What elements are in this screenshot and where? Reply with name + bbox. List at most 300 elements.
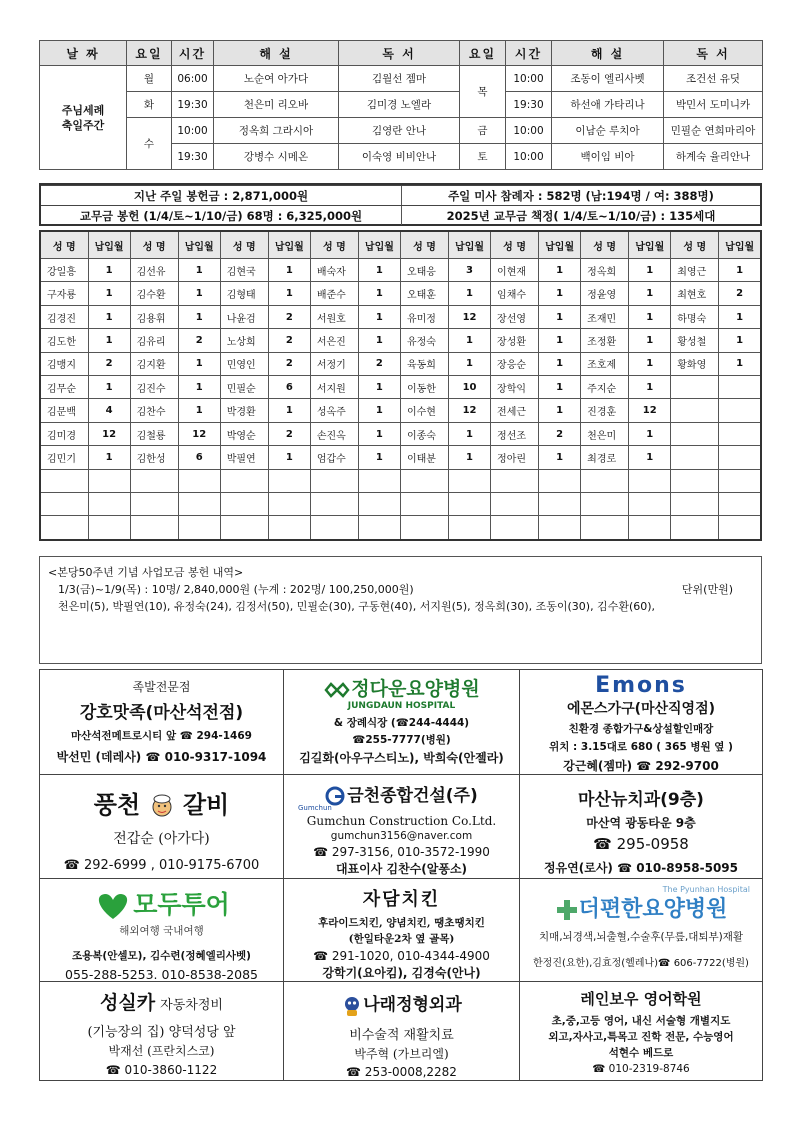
ad-title: 레인보우 영어학원 — [580, 990, 702, 1008]
payer-name: 조호제 — [581, 352, 629, 375]
offering-stats-box — [39, 183, 762, 226]
payer-name: 임채수 — [491, 282, 539, 305]
paid-month: 1 — [449, 282, 491, 305]
ad-masan-new-dental — [519, 774, 762, 878]
paid-month: 1 — [88, 305, 130, 328]
ad-title-text: 모두투어 — [133, 890, 230, 919]
payer-name: 박경환 — [220, 399, 268, 422]
payer-name — [400, 493, 448, 516]
ad-email: gumchun3156@naver.com — [330, 830, 473, 842]
payer-name: 유정숙 — [400, 329, 448, 352]
paid-month — [719, 469, 761, 492]
day-cell: 토 — [460, 144, 506, 170]
payer-name: 유미정 — [400, 305, 448, 328]
payer-name: 손진옥 — [310, 422, 358, 445]
paid-month: 1 — [719, 329, 761, 352]
paid-month: 12 — [449, 399, 491, 422]
paid-month — [539, 493, 581, 516]
payer-name — [40, 493, 88, 516]
reading-cell: 민필순 연희마리아 — [664, 118, 763, 144]
paid-month: 1 — [629, 305, 671, 328]
ad-title-text: 더편한요양병원 — [578, 897, 728, 922]
paid-month: 1 — [449, 329, 491, 352]
payer-name: 최영근 — [671, 259, 719, 282]
payer-name: 서정기 — [310, 352, 358, 375]
paid-month: 1 — [178, 352, 220, 375]
payer-name: 정선조 — [491, 422, 539, 445]
ad-phone: ☎ 253-0008,2282 — [346, 1064, 457, 1079]
paid-month — [178, 516, 220, 540]
commentary-cell: 하선애 가타리나 — [552, 92, 664, 118]
paid-month — [88, 493, 130, 516]
payer-name: 조정환 — [581, 329, 629, 352]
payer-name: 조재민 — [581, 305, 629, 328]
payer-name: 오태응 — [400, 259, 448, 282]
ad-title — [40, 988, 283, 1015]
header-day: 요일 — [460, 41, 506, 66]
payer-name — [671, 469, 719, 492]
payer-name: 장성환 — [491, 329, 539, 352]
paid-month: 2 — [268, 329, 310, 352]
ad-menu: 후라이드치킨, 양념치킨, 땡초땡치킨 — [318, 917, 485, 929]
ad-title-text: 정다운요양병원 — [351, 678, 480, 700]
reading-cell: 이숙영 비비안나 — [339, 144, 460, 170]
paid-month — [268, 493, 310, 516]
ad-funeral: & 장례식장 (☎244-4444) — [333, 717, 470, 729]
school-offering: 교무금 봉헌 (1/4/토~1/10/금) 68명 : 6,325,000원 — [41, 206, 402, 225]
paid-month — [88, 469, 130, 492]
ad-contact: 조용복(안셀모), 김수련(정혜엘리사벳) — [72, 950, 251, 962]
payer-name: 김도한 — [40, 329, 88, 352]
header-month: 납입월 — [629, 231, 671, 259]
header-month: 납입월 — [358, 231, 400, 259]
payer-name: 황성철 — [671, 329, 719, 352]
ad-contact: 강근혜(젬마) ☎ 292-9700 — [563, 759, 719, 773]
paid-month: 1 — [719, 305, 761, 328]
ad-desc: 외고,자사고,특목고 진학 전문, 수능영어 — [548, 1031, 734, 1043]
payer-name: 이수현 — [400, 399, 448, 422]
header-month: 납입월 — [268, 231, 310, 259]
paid-month — [719, 376, 761, 399]
ad-title: 강호맛족(마산석전점) — [79, 703, 244, 723]
paid-month: 1 — [178, 376, 220, 399]
payer-name: 장선영 — [491, 305, 539, 328]
ad-address: (기능장의 집) 양덕성당 앞 — [87, 1025, 236, 1040]
paid-month: 2 — [178, 329, 220, 352]
paid-month: 1 — [268, 282, 310, 305]
paid-month — [719, 422, 761, 445]
paid-month: 1 — [539, 259, 581, 282]
paid-month: 1 — [358, 399, 400, 422]
ad-owner: 박주혁 (가브리엘) — [354, 1046, 449, 1061]
payment-row — [40, 282, 761, 305]
paid-month: 1 — [88, 446, 130, 469]
ad-subtitle: 해외여행 국내여행 — [119, 925, 204, 937]
day-cell: 화 — [127, 92, 172, 118]
payer-name — [400, 469, 448, 492]
fund-donors: 천은미(5), 박필연(10), 유정숙(24), 김정서(50), 민필순(30), 구동현(40), 서지원(5), 정옥희(30), 조동이(30), 김수환(60), — [58, 600, 656, 613]
paid-month — [629, 469, 671, 492]
hospital-logo-icon — [323, 680, 351, 700]
paid-month: 3 — [449, 259, 491, 282]
header-time: 시간 — [506, 41, 552, 66]
payer-name — [400, 516, 448, 540]
payer-name — [220, 516, 268, 540]
week-label — [40, 66, 127, 170]
reading-cell: 조건선 유딧 — [664, 66, 763, 92]
ad-title — [40, 885, 283, 921]
stats-row — [41, 205, 760, 225]
payer-name — [671, 446, 719, 469]
paid-month — [358, 493, 400, 516]
payer-name: 이종숙 — [400, 422, 448, 445]
payer-name: 서은진 — [310, 329, 358, 352]
time-cell: 19:30 — [506, 92, 552, 118]
header-name: 성 명 — [310, 231, 358, 259]
paid-month: 1 — [539, 329, 581, 352]
payer-name: 황화영 — [671, 352, 719, 375]
reading-cell: 김미경 노엘라 — [339, 92, 460, 118]
reading-cell: 김영란 안나 — [339, 118, 460, 144]
paid-month — [629, 493, 671, 516]
payer-name: 김선유 — [130, 259, 178, 282]
payment-row — [40, 422, 761, 445]
payer-name: 정아린 — [491, 446, 539, 469]
payer-name — [40, 516, 88, 540]
payer-name: 박필연 — [220, 446, 268, 469]
commentary-cell: 이남순 루치아 — [552, 118, 664, 144]
payer-name: 최경로 — [581, 446, 629, 469]
paid-month: 1 — [629, 352, 671, 375]
ad-address: 위치 : 3.15대로 680 ( 365 병원 옆 ) — [549, 741, 733, 753]
ad-title: 마산뉴치과(9층) — [578, 790, 704, 810]
payer-name: 김문백 — [40, 399, 88, 422]
paid-month: 1 — [449, 352, 491, 375]
payer-name: 민필순 — [220, 376, 268, 399]
payment-row — [40, 446, 761, 469]
payer-name — [40, 469, 88, 492]
commentary-cell: 정옥희 그라시아 — [214, 118, 339, 144]
schedule-header-row — [40, 41, 763, 66]
paid-month: 1 — [88, 376, 130, 399]
paid-month — [719, 446, 761, 469]
paid-month: 12 — [178, 422, 220, 445]
paid-month: 1 — [268, 259, 310, 282]
sunday-offering: 지난 주일 봉헌금 : 2,871,000원 — [41, 186, 402, 205]
time-cell: 10:00 — [506, 66, 552, 92]
header-month: 납입월 — [719, 231, 761, 259]
paid-month: 1 — [178, 305, 220, 328]
payer-name: 이현재 — [491, 259, 539, 282]
ad-category: 자동차정비 — [160, 998, 223, 1013]
header-month: 납입월 — [88, 231, 130, 259]
paid-month: 1 — [539, 399, 581, 422]
fund-title: <본당50주년 기념 사업모금 봉헌 내역> — [48, 566, 244, 579]
ad-phone: ☎ 291-1020, 010-4344-4900 — [313, 949, 490, 963]
paid-month — [178, 469, 220, 492]
ad-contact: 강학기(요아킴), 김경숙(안나) — [322, 966, 481, 980]
header-name: 성 명 — [220, 231, 268, 259]
paid-month: 1 — [719, 259, 761, 282]
ad-title-text: 금천종합건설(주) — [347, 786, 478, 806]
paid-month: 1 — [178, 399, 220, 422]
paid-month: 1 — [358, 376, 400, 399]
payer-name — [220, 469, 268, 492]
payment-row — [40, 352, 761, 375]
ad-category: 족발전문점 — [132, 680, 191, 694]
payer-name: 나윤검 — [220, 305, 268, 328]
ad-gumchun-construction — [283, 774, 519, 878]
cross-logo-icon — [555, 898, 579, 922]
payer-name — [671, 493, 719, 516]
payer-name — [130, 469, 178, 492]
paid-month — [719, 516, 761, 540]
payer-name — [491, 493, 539, 516]
paid-month: 1 — [358, 446, 400, 469]
paid-month — [268, 469, 310, 492]
reading-cell: 김월선 젬마 — [339, 66, 460, 92]
paid-month: 2 — [719, 282, 761, 305]
payer-name: 성옥주 — [310, 399, 358, 422]
reading-cell: 하계숙 율리안나 — [664, 144, 763, 170]
ad-contact: 한정진(요한),김효정(헬레나)☎ 606-7722(병원) — [533, 958, 749, 969]
fund-unit: 단위(만원) — [681, 583, 733, 596]
ad-phone: ☎ 297-3156, 010-3572-1990 — [313, 845, 490, 859]
paid-month: 12 — [88, 422, 130, 445]
ad-seongsil-car — [40, 981, 283, 1080]
payer-name: 김경진 — [40, 305, 88, 328]
ad-phone: ☎ 295-0958 — [593, 835, 689, 853]
day-cell: 월 — [127, 66, 172, 92]
payer-name: 천은미 — [581, 422, 629, 445]
paid-month: 1 — [268, 399, 310, 422]
ad-title: 자담치킨 — [362, 889, 441, 910]
paid-month: 12 — [449, 305, 491, 328]
payment-row — [40, 516, 761, 540]
header-name: 성 명 — [491, 231, 539, 259]
schedule-row — [40, 66, 763, 92]
payment-row — [40, 259, 761, 282]
payment-row — [40, 329, 761, 352]
ad-title — [284, 674, 519, 701]
ad-desc: 치매,뇌경색,뇌출혈,수술후(무릎,대퇴부)재활 — [538, 931, 744, 943]
paid-month: 10 — [449, 376, 491, 399]
ad-pungcheon-galbi — [40, 774, 283, 878]
ads-grid — [39, 669, 763, 1081]
paid-month: 1 — [178, 259, 220, 282]
ad-address: (한일타운2차 옆 골목) — [348, 933, 455, 945]
header-date: 날 짜 — [40, 41, 127, 66]
time-cell: 06:00 — [172, 66, 214, 92]
paid-month: 1 — [539, 305, 581, 328]
heart-logo-icon — [93, 891, 133, 921]
payer-name: 노상희 — [220, 329, 268, 352]
payer-name: 정윤영 — [581, 282, 629, 305]
header-name: 성 명 — [671, 231, 719, 259]
ad-title-part: 풍천 — [93, 790, 141, 819]
time-cell: 19:30 — [172, 144, 214, 170]
paid-month — [449, 516, 491, 540]
ad-contact: 대표이사 김찬수(알퐁소) — [335, 862, 468, 876]
paid-month: 1 — [629, 422, 671, 445]
header-time: 시간 — [172, 41, 214, 66]
time-cell: 19:30 — [172, 92, 214, 118]
ad-address: 마산석전메트로시티 앞 ☎ 294-1469 — [71, 730, 252, 742]
header-reading: 독 서 — [664, 41, 763, 66]
mascot-icon — [341, 994, 363, 1018]
ad-owner: 석현수 베드로 — [608, 1047, 674, 1059]
ad-phone: 055-288-5253. 010-8538-2085 — [65, 967, 258, 981]
payer-name: 박영순 — [220, 422, 268, 445]
payer-name: 서지원 — [310, 376, 358, 399]
paid-month: 2 — [539, 422, 581, 445]
paid-month — [88, 516, 130, 540]
ad-title: 에몬스가구(마산직영점) — [566, 701, 716, 717]
ad-title — [284, 990, 519, 1018]
chef-icon — [149, 794, 175, 818]
payment-row — [40, 399, 761, 422]
payer-name: 진경훈 — [581, 399, 629, 422]
ad-phone: ☎ 010-2319-8746 — [592, 1063, 690, 1075]
paid-month: 1 — [629, 376, 671, 399]
school-commitment: 2025년 교무금 책정( 1/4/토~1/10/금) : 135세대 — [446, 208, 716, 223]
paid-month: 1 — [629, 329, 671, 352]
paid-month: 2 — [358, 352, 400, 375]
time-cell: 10:00 — [506, 118, 552, 144]
ad-emons-furniture — [519, 670, 762, 774]
header-month: 납입월 — [449, 231, 491, 259]
paid-month: 1 — [358, 422, 400, 445]
payer-name: 김한성 — [130, 446, 178, 469]
day-cell: 금 — [460, 118, 506, 144]
payment-row — [40, 469, 761, 492]
week-label-line: 주님세례 — [61, 103, 105, 117]
ad-narae-orthopedics — [283, 981, 519, 1080]
paid-month: 2 — [268, 422, 310, 445]
payer-name: 육동희 — [400, 352, 448, 375]
paid-month: 1 — [449, 422, 491, 445]
stats-row — [41, 185, 760, 206]
payer-name: 김미경 — [40, 422, 88, 445]
commentary-cell: 강병수 시메온 — [214, 144, 339, 170]
paid-month: 4 — [88, 399, 130, 422]
day-cell: 목 — [460, 66, 506, 118]
ad-subtitle: Gumchun Construction Co.Ltd. — [306, 814, 497, 828]
commentary-cell: 백이임 비아 — [552, 144, 664, 170]
time-cell: 10:00 — [172, 118, 214, 144]
paid-month: 1 — [358, 329, 400, 352]
emons-logo: Emons — [595, 673, 687, 698]
payer-name: 구자룡 — [40, 282, 88, 305]
header-name: 성 명 — [581, 231, 629, 259]
ad-kangho-jokbal — [40, 670, 283, 774]
header-name: 성 명 — [130, 231, 178, 259]
paid-month: 6 — [178, 446, 220, 469]
paid-month: 1 — [629, 282, 671, 305]
ad-title — [284, 781, 519, 806]
payer-name — [310, 469, 358, 492]
time-cell: 10:00 — [506, 144, 552, 170]
ad-phone: ☎ 010-3860-1122 — [105, 1063, 218, 1077]
paid-month: 1 — [719, 352, 761, 375]
paid-month — [719, 399, 761, 422]
header-day: 요일 — [127, 41, 172, 66]
payer-name: 김민기 — [40, 446, 88, 469]
payer-name: 김수환 — [130, 282, 178, 305]
paid-month: 2 — [268, 352, 310, 375]
payer-name: 김무순 — [40, 376, 88, 399]
paid-month: 1 — [629, 259, 671, 282]
payer-name — [671, 422, 719, 445]
header-commentary: 해 설 — [214, 41, 339, 66]
paid-month: 1 — [88, 282, 130, 305]
paid-month: 1 — [539, 282, 581, 305]
payer-name — [671, 399, 719, 422]
paid-month — [358, 516, 400, 540]
week-label-line: 축일주간 — [61, 118, 105, 132]
payer-name — [671, 516, 719, 540]
paid-month — [178, 493, 220, 516]
fund-summary: 1/3(금)~1/9(목) : 10명/ 2,840,000원 (누계 : 202명/ 100,250,000원) — [58, 583, 414, 596]
header-month: 납입월 — [539, 231, 581, 259]
ad-title-text: 성실카 — [100, 992, 156, 1014]
ad-title — [40, 785, 283, 820]
hospital-english-name: The Pyunhan Hospital — [662, 885, 750, 894]
payer-name: 김지환 — [130, 352, 178, 375]
payer-name: 김형태 — [220, 282, 268, 305]
paid-month: 1 — [88, 259, 130, 282]
paid-month: 12 — [629, 399, 671, 422]
ad-contact: 박선민 (데레사) ☎ 010-9317-1094 — [56, 750, 267, 764]
ad-desc: 비수술적 재활치료 — [349, 1027, 454, 1043]
ad-contact: 김길화(아우구스티노), 박희숙(안젤라) — [299, 751, 504, 765]
payer-name: 하명숙 — [671, 305, 719, 328]
ad-address: 마산역 광동타운 9층 — [586, 816, 696, 830]
ad-desc: 친환경 종합가구&상설할인매장 — [568, 723, 714, 735]
header-name: 성 명 — [40, 231, 88, 259]
payer-name: 서원호 — [310, 305, 358, 328]
ad-title-text: 나래정형외과 — [363, 995, 462, 1015]
commentary-cell: 노순여 아가다 — [214, 66, 339, 92]
payer-name — [220, 493, 268, 516]
paid-month: 1 — [358, 282, 400, 305]
payer-name: 배숙자 — [310, 259, 358, 282]
commentary-cell: 천은미 리오바 — [214, 92, 339, 118]
paid-month — [539, 469, 581, 492]
ad-rainbow-english — [519, 981, 762, 1080]
payer-name: 민영인 — [220, 352, 268, 375]
payer-name: 김용휘 — [130, 305, 178, 328]
payer-name: 김맹지 — [40, 352, 88, 375]
ad-jadam-chicken — [283, 878, 519, 981]
paid-month — [629, 516, 671, 540]
payment-table — [39, 230, 762, 541]
payer-name: 정옥희 — [581, 259, 629, 282]
payer-name: 전세근 — [491, 399, 539, 422]
payer-name — [671, 376, 719, 399]
payer-name: 김현국 — [220, 259, 268, 282]
paid-month: 1 — [358, 305, 400, 328]
header-month: 납입월 — [178, 231, 220, 259]
payer-name: 주지순 — [581, 376, 629, 399]
payer-name — [491, 469, 539, 492]
ad-owner: 전갑순 (아가다) — [113, 831, 210, 847]
mass-attendance: 주일 미사 참례자 : 582명 (남:194명 / 여: 388명) — [448, 188, 714, 203]
paid-month: 1 — [449, 446, 491, 469]
payment-row — [40, 493, 761, 516]
gumchun-logo-text: Gumchun — [298, 804, 332, 812]
reading-cell: 박민서 도미니카 — [664, 92, 763, 118]
